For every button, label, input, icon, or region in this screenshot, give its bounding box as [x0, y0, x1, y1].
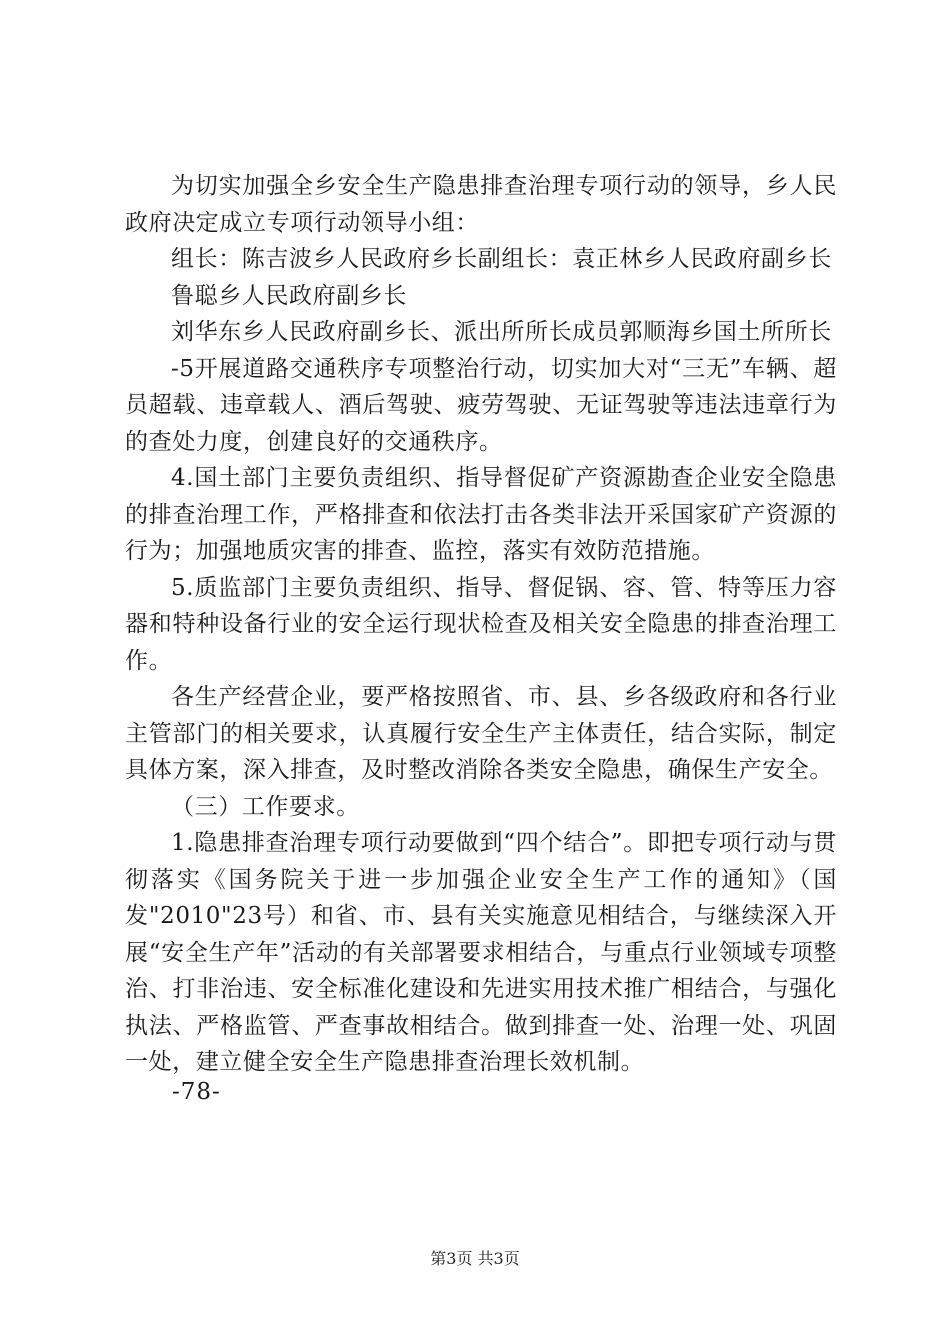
paragraph-enterprises: 各生产经营企业，要严格按照省、市、县、乡各级政府和各行业主管部门的相关要求，认真履行安全生产主体责任，结合实际，制定具体方案，深入排查，及时整改消除各类安全隐患，确保生产安全。	[125, 684, 837, 783]
paragraph-leadership-intro: 为切实加强全乡安全生产隐患排查治理专项行动的领导，乡人民政府决定成立专项行动领导小组：	[125, 173, 837, 236]
inline-page-number: -78-	[172, 1079, 221, 1105]
paragraph-group-leader: 组长：陈吉波乡人民政府乡长副组长：袁正林乡人民政府副乡长	[171, 246, 832, 272]
section-heading-work-requirements: （三）工作要求。	[171, 793, 360, 820]
paragraph-deputy-liuhuadong: 刘华东乡人民政府副乡长、派出所所长成员郭顺海乡国土所所长	[171, 319, 832, 345]
paragraph-traffic-campaign: -5开展道路交通秩序专项整治行动，切实加大对“三无”车辆、超员超载、违章载人、酒后驾驶、疲劳驾驶、无证驾驶等违法违章行为的查处力度，创建良好的交通秩序。	[125, 355, 837, 455]
paragraph-land-department: 4.国土部门主要负责组织、指导督促矿产资源勘查企业安全隐患的排查治理工作，严格排查和依法打击各类非法开采国家矿产资源的行为；加强地质灾害的排查、监控，落实有效防范措施。	[125, 465, 837, 564]
paragraph-quality-supervision: 5.质监部门主要负责组织、指导、督促锅、容、管、特等压力容器和特种设备行业的安全运行现状检查及相关安全隐患的排查治理工作。	[125, 574, 837, 674]
paragraph-deputy-lucong: 鲁聪乡人民政府副乡长	[171, 282, 407, 309]
paragraph-four-combinations: 1.隐患排查治理专项行动要做到“四个结合”。即把专项行动与贯彻落实《国务院关于进一步加强企业安全生产工作的通知》（国发"2010"23号）和省、市、县有关实施意见相结合，与继续深入开展“安全生产年”活动的有关部署要求相结合，与重点行业领域专项整治、打非治违、安全标准化建设和先进实用技术推广相结合，与强化执法、严格监管、严查事故相结合。做到排查一处、治理一处、巩固一处，建立健全安全生产隐患排查治理长效机制。	[125, 830, 837, 1075]
page-footer: 第3页 共3页	[430, 1249, 520, 1268]
document-body	[125, 168, 837, 1081]
